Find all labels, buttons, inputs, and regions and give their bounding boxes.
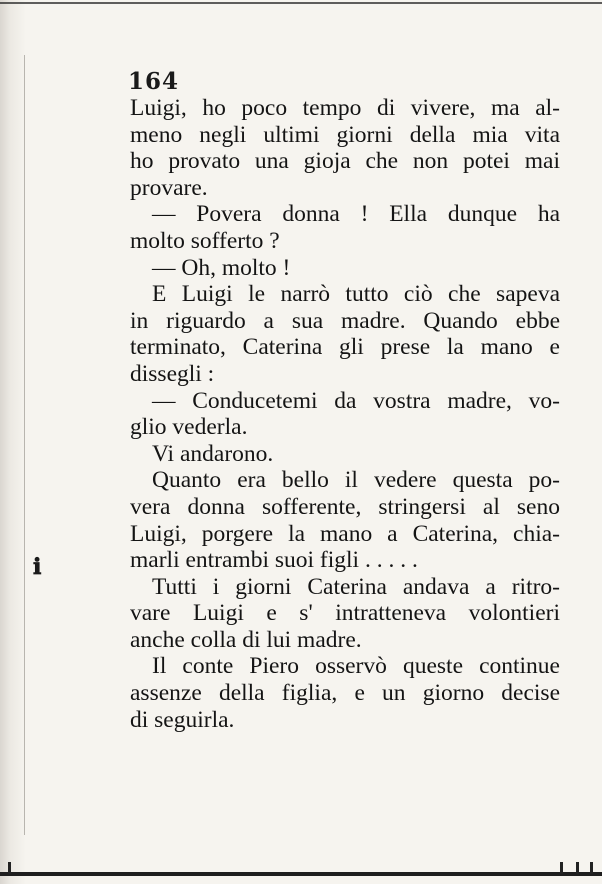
text-line: Tutti i giorni Caterina andava a ritro-: [152, 573, 560, 600]
page-number: 164: [128, 68, 180, 95]
text-line: Quanto era bello il vedere questa po-: [152, 467, 560, 494]
text-line: — Conducetemi da vostra madre, vo-: [152, 387, 560, 414]
page-gutter-shadow: [0, 0, 26, 884]
body-text: [130, 95, 560, 733]
bottom-tick-mark: [560, 862, 563, 874]
text-line: molto sofferto ?: [130, 227, 280, 254]
bottom-tick-mark: [590, 862, 593, 874]
text-line: terminato, Caterina gli prese la mano e: [130, 334, 560, 361]
text-line: di seguirla.: [130, 706, 235, 733]
text-line: — Oh, molto !: [152, 254, 291, 281]
text-line: meno negli ultimi giorni della mia vita: [130, 121, 560, 148]
gutter-line: [24, 55, 25, 835]
text-line: Il conte Piero osservò queste continue: [152, 653, 560, 680]
margin-mark: ℹ: [33, 554, 42, 580]
text-line: vera donna sofferente, stringersi al seno: [130, 493, 560, 520]
bottom-tick-mark: [8, 862, 11, 874]
text-line: provare.: [130, 174, 208, 201]
text-line: ho provato una gioja che non potei mai: [130, 148, 560, 175]
text-line: vare Luigi e s' intratteneva volontieri: [130, 600, 560, 627]
text-line: — Povera donna ! Ella dunque ha: [152, 201, 560, 228]
text-line: anche colla di lui madre.: [130, 626, 362, 653]
top-border: [0, 2, 602, 4]
text-line: assenze della figlia, e un giorno decise: [130, 680, 560, 707]
text-line: E Luigi le narrò tutto ciò che sapeva: [152, 281, 560, 308]
text-line: dissegli :: [130, 360, 215, 387]
bottom-border: [0, 872, 602, 876]
text-line: Vi andarono.: [152, 440, 274, 467]
text-line: in riguardo a sua madre. Quando ebbe: [130, 307, 560, 334]
text-line: marli entrambi suoi figli . . . . .: [130, 547, 418, 574]
text-line: Luigi, ho poco tempo di vivere, ma al-: [130, 95, 560, 121]
text-line: Luigi, porgere la mano a Caterina, chia-: [130, 520, 560, 547]
bottom-tick-mark: [576, 862, 579, 874]
text-line: glio vederla.: [130, 414, 248, 441]
